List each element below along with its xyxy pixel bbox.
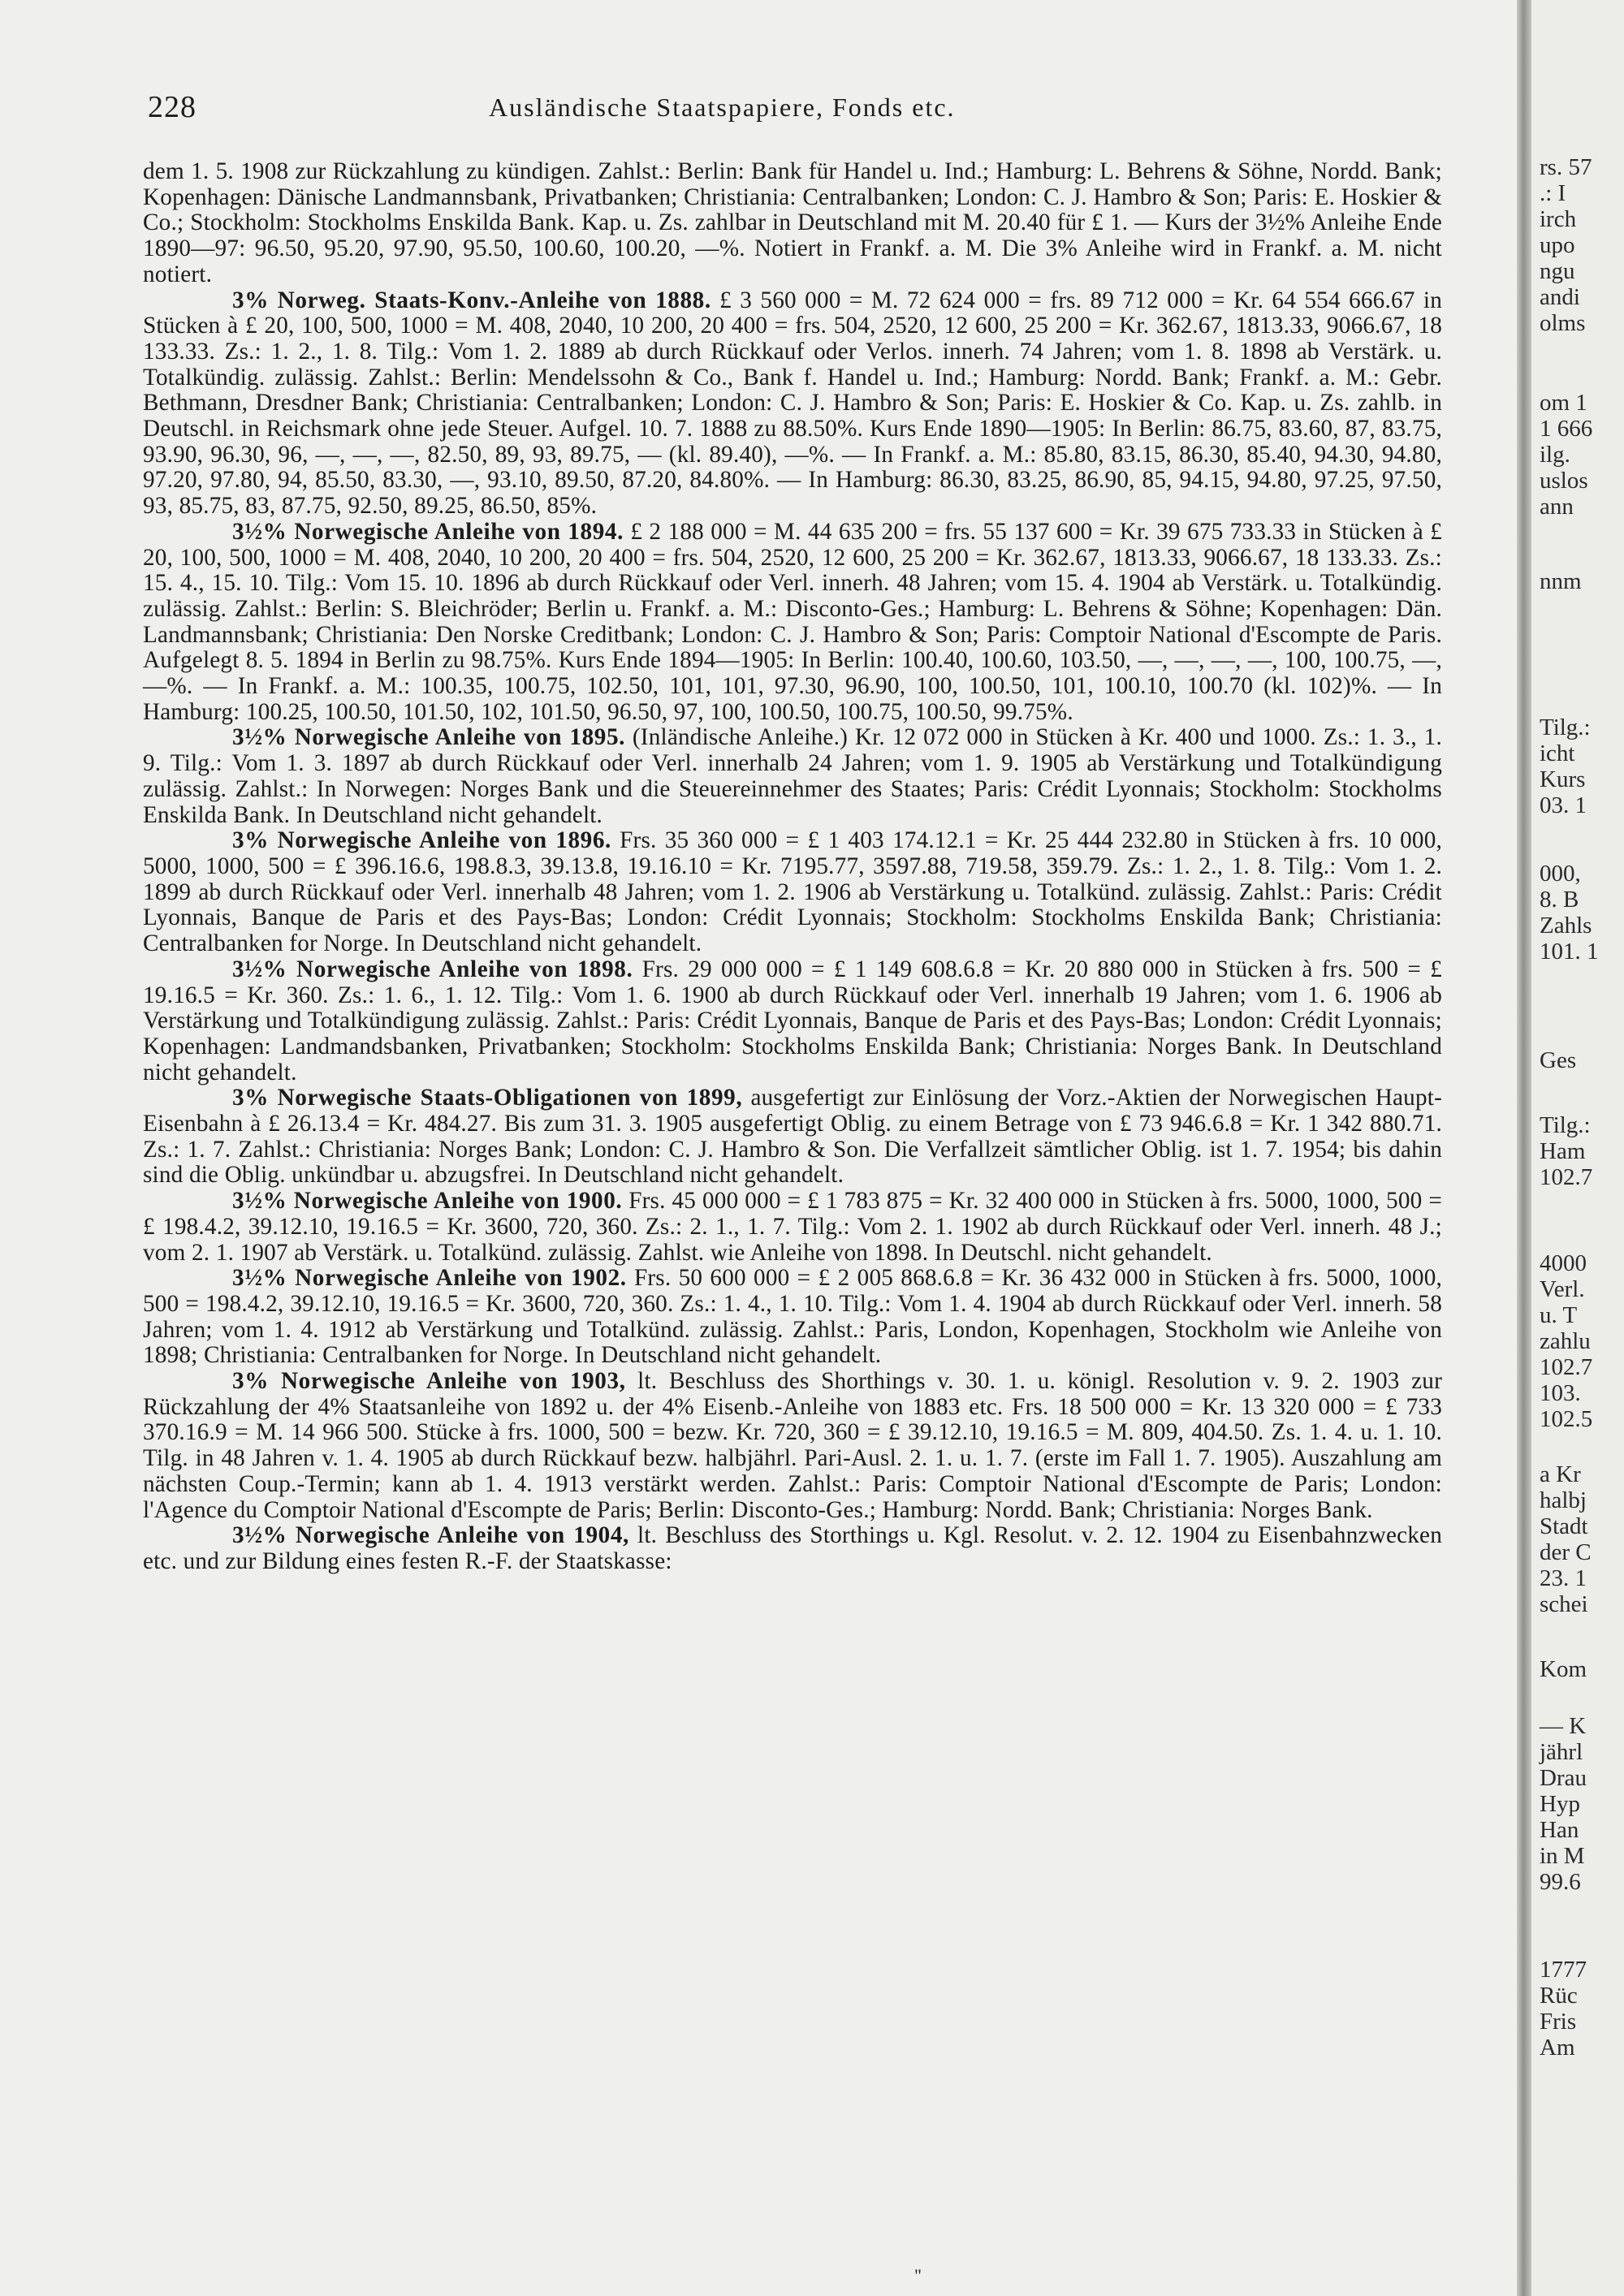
entry-text: lt. Beschluss des Shorthings v. 30. 1. u. königl. Resolution v. 9. 2. 1903 zur Rückzahlung der 4% Staatsanleihe von 1892 u. der 4% Eisenb.-Anleihe von 1883 etc. Frs. 18 500 000 = Kr. 13 320 000 = £ 733 370.16.9 = M. 14 966 500. Stücke à frs. 1000, 500 = bezw. Kr. 720, 360 = £ 39.12.10, 19.16.5 = M. 809, 404.50. Zs. 1. 4. u. 1. 10. Tilg. in 48 Jahren v. 1. 4. 1905 ab durch Rückkauf bezw. halbjährl. Pari-Ausl. 2. 1. u. 1. 7. (erste im Fall 1. 7. 1905). Auszahlung am nächsten Coup.-Termin; kann ab 1. 4. 1913 verstärkt werden. Zahlst.: Paris: Comptoir National d'Escompte de Paris; London: l'Agence du Comptoir National d'Escompte de Paris; Berlin: Disconto-Ges.; Hamburg: Nordd. Bank; Christiania: Norges Bank.	[143, 1368, 1442, 1523]
entry-anleihe-1903	[143, 1369, 1442, 1523]
entry-text: Frs. 29 000 000 = £ 1 149 608.6.8 = Kr. 20 880 000 in Stücken à frs. 500 = £ 19.16.5 = Kr. 360. Zs.: 1. 6., 1. 12. Tilg.: Vom 1. 6. 1900 ab durch Rückkauf oder Verl. innerhalb 19 Jahren; vom 1. 6. 1906 ab Verstärkung und Totalkündigung zulässig. Zahlst.: Paris: Crédit Lyonnais, Banque de Paris et des Pays-Bas; London: Crédit Lyonnais; Kopenhagen: Landmandsbanken, Privatbanken; Stockholm: Stockholms Enskilda Bank; Christiania: Norges Bank. In Deutschland nicht gehandelt.	[143, 956, 1442, 1085]
entry-heading: 3½% Norwegische Anleihe von 1900.	[232, 1188, 623, 1215]
entry-heading: 3½% Norwegische Anleihe von 1904,	[232, 1522, 629, 1549]
edge-fragment: om 1	[1540, 390, 1587, 416]
edge-fragment: der C	[1540, 1539, 1592, 1565]
edge-fragment: rs. 57	[1540, 154, 1592, 180]
edge-fragment: u. T	[1540, 1302, 1578, 1328]
entry-anleihe-1894	[143, 520, 1442, 726]
entry-anleihe-1902	[143, 1266, 1442, 1369]
edge-fragment: Kom	[1540, 1656, 1587, 1682]
edge-fragment: 8. B	[1540, 887, 1579, 913]
edge-fragment: jährl	[1540, 1739, 1583, 1765]
running-head	[148, 89, 1479, 130]
edge-fragment: Drau	[1540, 1765, 1587, 1791]
edge-fragment: 1 666	[1540, 416, 1593, 442]
entry-obligationen-1899	[143, 1085, 1442, 1189]
entry-text: lt. Beschluss des Storthings u. Kgl. Resolut. v. 2. 12. 1904 zu Eisenbahnzwecken etc. und zur Bildung eines festen R.-F. der Staatskasse:	[143, 1522, 1442, 1574]
entry-heading: 3½% Norwegische Anleihe von 1902.	[232, 1265, 627, 1292]
edge-fragment: ann	[1540, 494, 1574, 520]
running-title: Ausländische Staatspapiere, Fonds etc.	[489, 93, 956, 122]
book-gutter	[1517, 0, 1531, 2296]
entry-text: (Inländische Anleihe.) Kr. 12 072 000 in Stücken à Kr. 400 und 1000. Zs.: 1. 3., 1. 9. Tilg.: Vom 1. 3. 1897 ab durch Rückkauf oder Verl. innerhalb 24 Jahren; vom 1. 9. 1905 ab Verstärkung und Totalkündigung zulässig. Zahlst.: In Norwegen: Norges Bank und die Steuereinnehmer des Staates; Paris: Crédit Lyonnais; Stockholm: Stockholms Enskilda Bank. In Deutschland nicht gehandelt.	[143, 724, 1442, 828]
entry-heading: 3½% Norwegische Anleihe von 1898.	[232, 956, 633, 982]
edge-fragment: 102.7	[1540, 1164, 1593, 1190]
edge-fragment: schei	[1540, 1591, 1588, 1617]
entry-text: £ 2 188 000 = M. 44 635 200 = frs. 55 137 600 = Kr. 39 675 733.33 in Stücken à £ 20, 100, 500, 1000 = M. 408, 2040, 10 200, 20 400 = frs. 504, 2520, 12 600, 25 200 = Kr. 362.67, 1813.33, 9066.67, 18 133.33. Zs.: 15. 4., 15. 10. Tilg.: Vom 15. 10. 1896 ab durch Rückkauf oder Verl. innerh. 48 Jahren; vom 15. 4. 1904 ab Verstärk. u. Totalkündig. zulässig. Zahlst.: Berlin: S. Bleichröder; Berlin u. Frankf. a. M.: Disconto-Ges.; Hamburg: L. Behrens & Söhne; Kopenhagen: Dän. Landmannsbank; Christiania: Den Norske Creditbank; London: C. J. Hambro & Son; Paris: Comptoir National d'Escompte de Paris. Aufgelegt 8. 5. 1894 in Berlin zu 98.75%. Kurs Ende 1894—1905: In Berlin: 100.40, 100.60, 103.50, —, —, —, —, 100, 100.75, —, —%. — In Frankf. a. M.: 100.35, 100.75, 102.50, 101, 101, 97.30, 96.90, 100, 100.50, 101, 100.10, 100.70 (kl. 102)%. — In Hamburg: 100.25, 100.50, 101.50, 102, 101.50, 96.50, 97, 100, 100.50, 100.75, 100.50, 99.75%.	[143, 518, 1442, 725]
edge-fragment: 1777	[1540, 1957, 1587, 1983]
entry-heading: 3% Norwegische Anleihe von 1903,	[232, 1368, 626, 1395]
edge-fragment: uslos	[1540, 468, 1588, 494]
page-number: 228	[148, 90, 197, 124]
edge-fragment: Ham	[1540, 1138, 1586, 1164]
edge-fragment: a Kr	[1540, 1461, 1581, 1487]
entry-heading: 3% Norwegische Anleihe von 1896.	[232, 827, 611, 854]
edge-fragment: Fris	[1540, 2009, 1577, 2035]
right-page-edge	[1531, 0, 1624, 2296]
edge-fragment: upo	[1540, 232, 1575, 258]
edge-fragment: 000,	[1540, 861, 1581, 887]
edge-fragment: 4000	[1540, 1250, 1587, 1276]
entry-konv-anleihe-1888	[143, 288, 1442, 520]
edge-fragment: — K	[1540, 1713, 1587, 1739]
edge-fragment: olms	[1540, 310, 1586, 336]
entry-anleihe-1896	[143, 828, 1442, 957]
edge-fragment: Tilg.:	[1540, 714, 1591, 740]
edge-fragment: Am	[1540, 2035, 1575, 2061]
edge-fragment: Stadt	[1540, 1513, 1588, 1539]
edge-fragment: ilg.	[1540, 442, 1570, 468]
entry-text: Frs. 45 000 000 = £ 1 783 875 = Kr. 32 400 000 in Stücken à frs. 5000, 1000, 500 = £ 198.4.2, 39.12.10, 19.16.5 = Kr. 3600, 720, 360. Zs.: 2. 1., 1. 7. Tilg.: Vom 2. 1. 1902 ab durch Rückkauf oder Verl. innerh. 48 J.; vom 2. 1. 1907 ab Verstärk. u. Totalkünd. zulässig. Zahlst. wie Anleihe von 1898. In Deutschl. nicht gehandelt.	[143, 1188, 1442, 1266]
edge-fragment: Han	[1540, 1817, 1579, 1843]
edge-fragment: .: I	[1540, 180, 1566, 206]
entry-anleihe-1900	[143, 1189, 1442, 1266]
edge-fragment: Ges	[1540, 1047, 1577, 1073]
entry-text: Frs. 35 360 000 = £ 1 403 174.12.1 = Kr. 25 444 232.80 in Stücken à frs. 10 000, 5000, 1000, 500 = £ 396.16.6, 198.8.3, 39.13.8, 19.16.10 = Kr. 7195.77, 3597.88, 719.58, 359.79. Zs.: 1. 2., 1. 8. Tilg.: Vom 1. 2. 1899 ab durch Rückkauf oder Verl. innerhalb 48 Jahren; vom 1. 2. 1906 ab Verstärkung u. Totalkünd. zulässig. Zahlst.: Paris: Crédit Lyonnais, Banque de Paris et des Pays-Bas; London: Crédit Lyonnais; Stockholm: Stockholms Enskilda Bank; Christiania: Centralbanken for Norge. In Deutschland nicht gehandelt.	[143, 827, 1442, 957]
entry-text: ausgefertigt zur Einlösung der Vorz.-Aktien der Norwegischen Haupt-Eisenbahn à £ 26.13.4 = Kr. 484.27. Bis zum 31. 3. 1905 ausgefertigt Oblig. zu einem Betrage von £ 73 946.6.8 = Kr. 1 342 880.71. Zs.: 1. 7. Zahlst.: Christiania: Norges Bank; London: C. J. Hambro & Son. Die Verfallzeit sämtlicher Oblig. ist 1. 7. 1954; bis dahin sind die Oblig. unkündbar u. abzugsfrei. In Deutschland nicht gehandelt.	[143, 1085, 1442, 1189]
entry-heading: 3% Norweg. Staats-Konv.-Anleihe von 1888.	[232, 287, 711, 313]
edge-fragment: Rüc	[1540, 1983, 1578, 2009]
edge-fragment: 99.6	[1540, 1869, 1581, 1895]
bottom-mark: "	[914, 2265, 922, 2285]
entry-heading: 3½% Norwegische Anleihe von 1895.	[232, 724, 626, 751]
edge-fragment: 103.	[1540, 1380, 1581, 1406]
edge-fragment: ngu	[1540, 258, 1575, 284]
edge-fragment: zahlu	[1540, 1328, 1591, 1354]
entry-heading: 3½% Norwegische Anleihe von 1894.	[232, 518, 624, 545]
edge-fragments	[1540, 0, 1624, 2296]
edge-fragment: Verl.	[1540, 1276, 1585, 1302]
edge-fragment: Zahls	[1540, 913, 1592, 939]
edge-fragment: 101. 1	[1540, 939, 1599, 965]
edge-fragment: 102.5	[1540, 1406, 1593, 1432]
edge-fragment: 03. 1	[1540, 792, 1587, 818]
edge-fragment: Tilg.:	[1540, 1112, 1591, 1138]
body-text	[143, 159, 1442, 1575]
entry-anleihe-1898	[143, 957, 1442, 1086]
edge-fragment: 23. 1	[1540, 1565, 1587, 1591]
edge-fragment: 102.7	[1540, 1354, 1593, 1380]
entry-anleihe-1904	[143, 1523, 1442, 1574]
edge-fragment: irch	[1540, 206, 1577, 232]
edge-fragment: nnm	[1540, 568, 1582, 594]
edge-fragment: in M	[1540, 1843, 1585, 1869]
edge-fragment: andi	[1540, 284, 1580, 310]
entry-heading: 3% Norwegische Staats-Obligationen von 1899,	[232, 1085, 743, 1111]
entry-anleihe-1895	[143, 725, 1442, 828]
edge-fragment: halbj	[1540, 1487, 1587, 1513]
edge-fragment: icht	[1540, 740, 1575, 766]
entry-text: Frs. 50 600 000 = £ 2 005 868.6.8 = Kr. 36 432 000 in Stücken à frs. 5000, 1000, 500 = 198.4.2, 39.12.10, 19.16.5 = Kr. 3600, 720, 360. Zs.: 1. 4., 1. 10. Tilg.: Vom 1. 4. 1904 ab durch Rückkauf oder Verl. innerh. 58 Jahren; vom 1. 4. 1912 ab Verstärkung und Totalkünd. zulässig. Zahlst.: Paris, London, Kopenhagen, Stockholm wie Anleihe von 1898; Christiania: Centralbanken for Norge. In Deutschland nicht gehandelt.	[143, 1265, 1442, 1369]
paragraph-continuation: dem 1. 5. 1908 zur Rückzahlung zu kündigen. Zahlst.: Berlin: Bank für Handel u. Ind.; Hamburg: L. Behrens & Söhne, Nordd. Bank; Kopenhagen: Dänische Landmannsbank, Privatbanken; Christiania: Centralbanken; London: C. J. Hambro & Son; Paris: E. Hoskier & Co.; Stockholm: Stockholms Enskilda Bank. Kap. u. Zs. zahlbar in Deutschland mit M. 20.40 für £ 1. — Kurs der 3½% Anleihe Ende 1890—97: 96.50, 95.20, 97.90, 95.50, 100.60, 100.20, —%. Notiert in Frankf. a. M. Die 3% Anleihe wird in Frankf. a. M. nicht notiert.	[143, 158, 1442, 287]
edge-fragment: Kurs	[1540, 766, 1586, 792]
entry-text: £ 3 560 000 = M. 72 624 000 = frs. 89 712 000 = Kr. 64 554 666.67 in Stücken à £ 20, 100, 500, 1000 = M. 408, 2040, 10 200, 20 400 = frs. 504, 2520, 12 600, 25 200 = Kr. 362.67, 1813.33, 9066.67, 18 133.33. Zs.: 1. 2., 1. 8. Tilg.: Vom 1. 2. 1889 ab durch Rückkauf oder Verlos. innerh. 74 Jahren; vom 1. 8. 1898 ab Verstärk. u. Totalkündig. zulässig. Zahlst.: Berlin: Mendelssohn & Co., Bank f. Handel u. Ind.; Hamburg: Nordd. Bank; Frankf. a. M.: Gebr. Bethmann, Dresdner Bank; Christiania: Centralbanken; London: C. J. Hambro & Son; Paris: E. Hoskier & Co. Kap. u. Zs. zahlb. in Deutschl. in Reichsmark ohne jede Steuer. Aufgel. 10. 7. 1888 zu 88.50%. Kurs Ende 1890—1905: In Berlin: 86.75, 83.60, 87, 83.75, 93.90, 96.30, 96, —, —, —, 82.50, 89, 93, 89.75, — (kl. 89.40), —%. — In Frankf. a. M.: 85.80, 83.15, 86.30, 85.40, 94.30, 94.80, 97.20, 97.80, 94, 85.50, 83.30, —, 93.10, 89.50, 87.20, 84.80%. — In Hamburg: 86.30, 83.25, 86.90, 85, 94.15, 94.80, 97.25, 97.50, 93, 85.75, 83, 87.75, 92.50, 89.25, 86.50, 85%.	[143, 287, 1443, 520]
edge-fragment: Hyp	[1540, 1791, 1580, 1817]
